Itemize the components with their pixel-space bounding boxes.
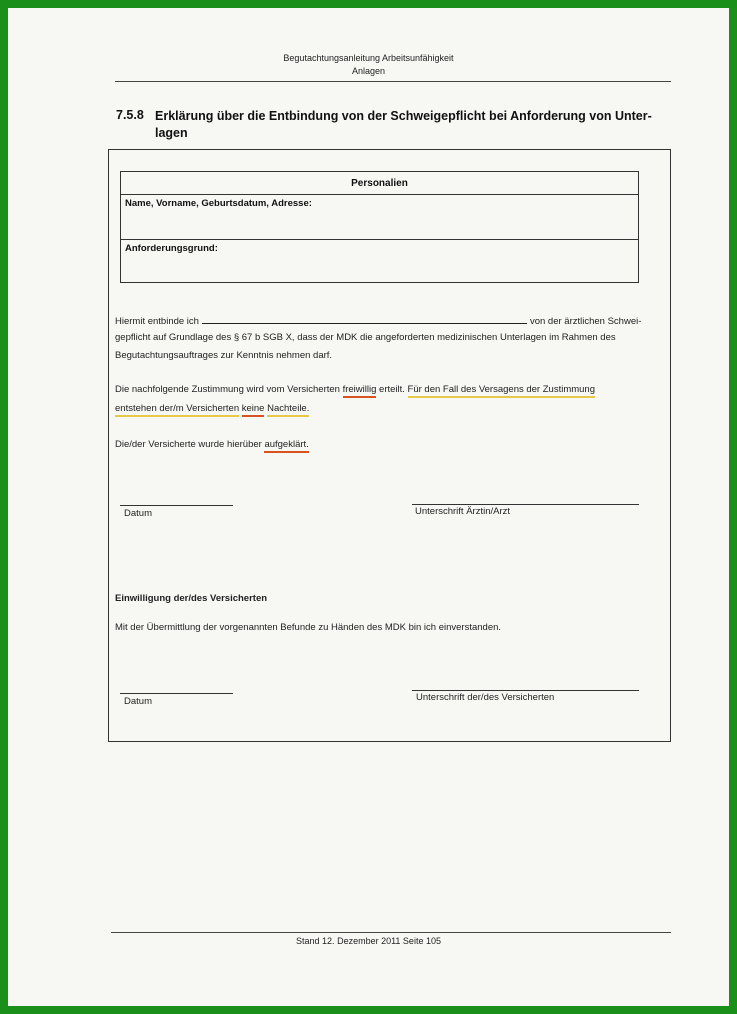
p2-text-d: entstehen der/m Versicherten	[115, 403, 239, 417]
date-line-2[interactable]	[120, 693, 233, 694]
section-number: 7.5.8	[116, 108, 144, 122]
doctor-signature-line[interactable]	[412, 504, 639, 505]
header-subtitle: Anlagen	[351, 66, 386, 76]
paragraph-1-line-2: gepflicht auf Grundlage des § 67 b SGB X, dass der MDK die angeforderten medizinischen Unterlagen im Rahmen des	[115, 332, 616, 343]
date-label-1: Datum	[124, 508, 152, 519]
p2-text-e: Nachteile.	[267, 403, 309, 417]
date-line-1[interactable]	[120, 505, 233, 506]
footer-divider	[111, 932, 671, 933]
date-label-2: Datum	[124, 696, 152, 707]
p2-keine: keine	[242, 403, 265, 417]
section-title: Erklärung über die Entbindung von der Schweigepflicht bei Anforderung von Unter-lagen	[155, 109, 652, 140]
paragraph-2-line-1	[115, 384, 595, 395]
insured-signature-line[interactable]	[412, 690, 639, 691]
insured-signature-label: Unterschrift der/des Versicherten	[416, 692, 555, 703]
anforderungsgrund-field[interactable]: Anforderungsgrund:	[125, 243, 218, 254]
p3-aufgeklaert: aufgeklärt.	[264, 439, 308, 453]
p2-text-a: Die nachfolgende Zustimmung wird vom Versicherten	[115, 384, 340, 395]
einwilligung-text: Mit der Übermittlung der vorgenannten Befunde zu Händen des MDK bin ich einverstanden.	[115, 622, 502, 633]
footer-text: Stand 12. Dezember 2011 Seite 105	[296, 936, 441, 946]
paragraph-1-line-1	[115, 314, 641, 327]
paragraph-3	[115, 439, 309, 450]
p3-text-a: Die/der Versicherte wurde hierüber	[115, 439, 262, 450]
p2-freiwillig: freiwillig	[343, 384, 377, 398]
paragraph-2-line-2	[115, 403, 309, 414]
doctor-signature-label: Unterschrift Ärztin/Arzt	[415, 506, 511, 517]
header-title: Begutachtungsanleitung Arbeitsunfähigkeit	[283, 53, 454, 63]
personalien-divider-2	[121, 239, 638, 240]
doctor-name-blank[interactable]	[202, 314, 527, 324]
personalien-title: Personalien	[351, 178, 408, 189]
einwilligung-heading: Einwilligung der/des Versicherten	[115, 593, 268, 604]
p2-text-c: Für den Fall des Versagens der Zustimmung	[408, 384, 595, 398]
document-page	[8, 8, 729, 1006]
header-divider	[115, 81, 671, 82]
personalien-box	[120, 171, 639, 283]
p1-text-a: Hiermit entbinde ich	[115, 316, 199, 327]
p1-text-b: von der ärztlichen Schwei-	[529, 316, 642, 327]
p2-text-b: erteilt.	[379, 384, 405, 395]
name-address-field[interactable]: Name, Vorname, Geburtsdatum, Adresse:	[125, 198, 312, 209]
personalien-divider-1	[121, 194, 638, 195]
paragraph-1-line-3: Begutachtungsauftrages zur Kenntnis nehmen darf.	[115, 350, 333, 361]
